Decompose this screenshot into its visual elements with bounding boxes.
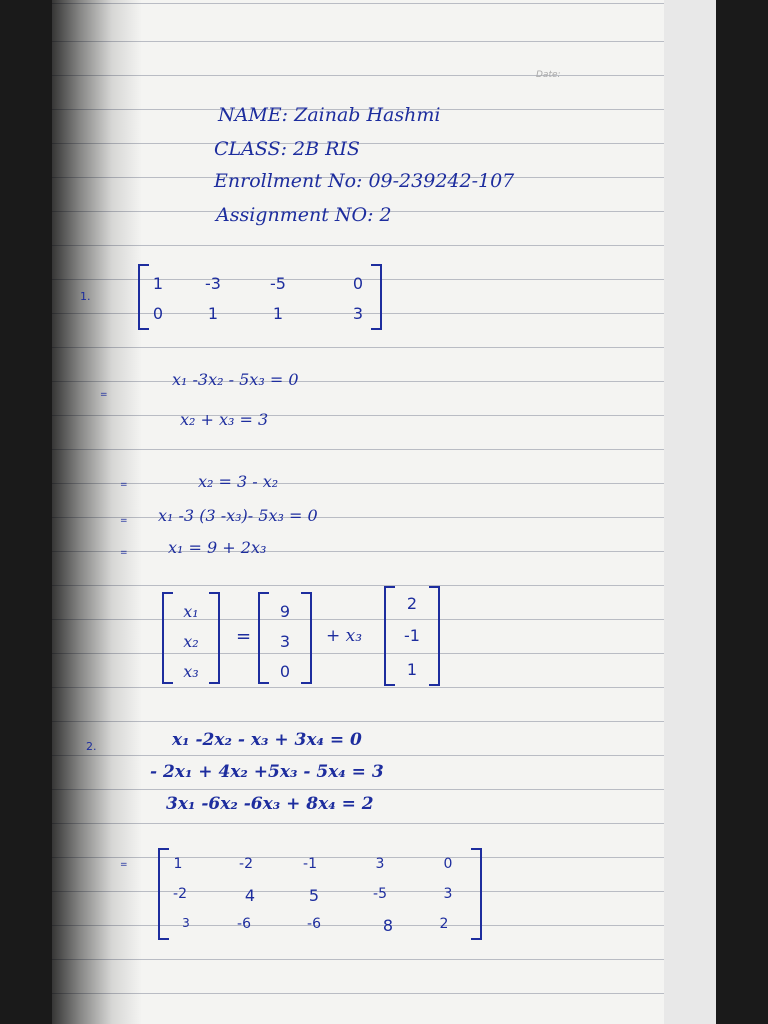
- step-marker: =: [120, 480, 128, 490]
- vector-entry: x₁: [183, 602, 199, 621]
- matrix-cell: 0: [152, 304, 164, 323]
- vector-entry: 9: [279, 602, 291, 621]
- q1-augmented-matrix: [138, 264, 382, 330]
- matrix-cell: 8: [382, 916, 394, 935]
- matrix-cell: 3: [352, 304, 364, 323]
- date-label: Date:: [536, 70, 561, 80]
- matrix-cell: 0: [443, 856, 453, 872]
- question-2-number: 2.: [86, 740, 97, 753]
- enrollment-number: Enrollment No: 09-239242-107: [214, 170, 515, 192]
- matrix-cell: -5: [373, 886, 387, 902]
- q1-substitution-1: x₂ = 3 - x₂: [198, 472, 279, 491]
- matrix-cell: 2: [439, 916, 449, 932]
- matrix-cell: -1: [303, 856, 317, 872]
- matrix-cell: -3: [205, 274, 221, 293]
- q2-augmented-matrix: [158, 848, 482, 940]
- q1-constant-vector: [258, 592, 312, 684]
- q1-substitution-2: x₁ -3 (3 -x₃)- 5x₃ = 0: [158, 506, 318, 525]
- step-marker: =: [100, 390, 108, 400]
- question-1-number: 1.: [80, 290, 91, 303]
- step-marker: =: [120, 516, 128, 526]
- q2-equation-2: - 2x₁ + 4x₂ +5x₃ - 5x₄ = 3: [150, 762, 384, 782]
- vector-entry: 3: [279, 632, 291, 651]
- vector-entry: 1: [406, 660, 418, 679]
- q1-equation-1: x₁ -3x₂ - 5x₃ = 0: [172, 370, 299, 389]
- matrix-cell: -5: [270, 274, 286, 293]
- step-marker: =: [120, 548, 128, 558]
- matrix-right-bracket: [471, 848, 482, 940]
- step-marker: =: [120, 860, 128, 870]
- page-right-margin: [664, 0, 716, 1024]
- q1-direction-vector: [384, 586, 440, 686]
- matrix-cell: 1: [173, 856, 183, 872]
- matrix-cell: 5: [308, 886, 320, 905]
- student-class: CLASS: 2B RIS: [214, 138, 360, 160]
- equals-sign: =: [236, 626, 252, 647]
- vector-entry: 2: [406, 594, 418, 613]
- matrix-cell: -6: [237, 916, 251, 932]
- matrix-cell: 4: [244, 886, 256, 905]
- q2-equation-3: 3x₁ -6x₂ -6x₃ + 8x₄ = 2: [166, 794, 374, 814]
- q2-equation-1: x₁ -2x₂ - x₃ + 3x₄ = 0: [172, 730, 362, 750]
- q1-free-variable-term: + x₃: [326, 626, 363, 646]
- q1-equation-2: x₂ + x₃ = 3: [180, 410, 269, 429]
- vector-entry: -1: [404, 626, 420, 645]
- q1-substitution-3: x₁ = 9 + 2x₃: [168, 538, 267, 557]
- matrix-cell: 1: [207, 304, 219, 323]
- matrix-cell: -2: [239, 856, 253, 872]
- assignment-number: Assignment NO: 2: [216, 204, 392, 226]
- vector-entry: 0: [279, 662, 291, 681]
- matrix-cell: 1: [272, 304, 284, 323]
- vector-entry: x₂: [183, 632, 199, 651]
- matrix-cell: 0: [352, 274, 364, 293]
- matrix-cell: 3: [443, 886, 453, 902]
- vector-entry: x₃: [183, 662, 199, 681]
- matrix-cell: 1: [152, 274, 164, 293]
- matrix-cell: -2: [173, 886, 187, 902]
- matrix-cell: -6: [307, 916, 321, 932]
- matrix-cell: 3: [375, 856, 385, 872]
- student-name: NAME: Zainab Hashmi: [218, 104, 441, 126]
- matrix-cell: 3: [182, 916, 190, 930]
- q1-variable-vector: [162, 592, 220, 684]
